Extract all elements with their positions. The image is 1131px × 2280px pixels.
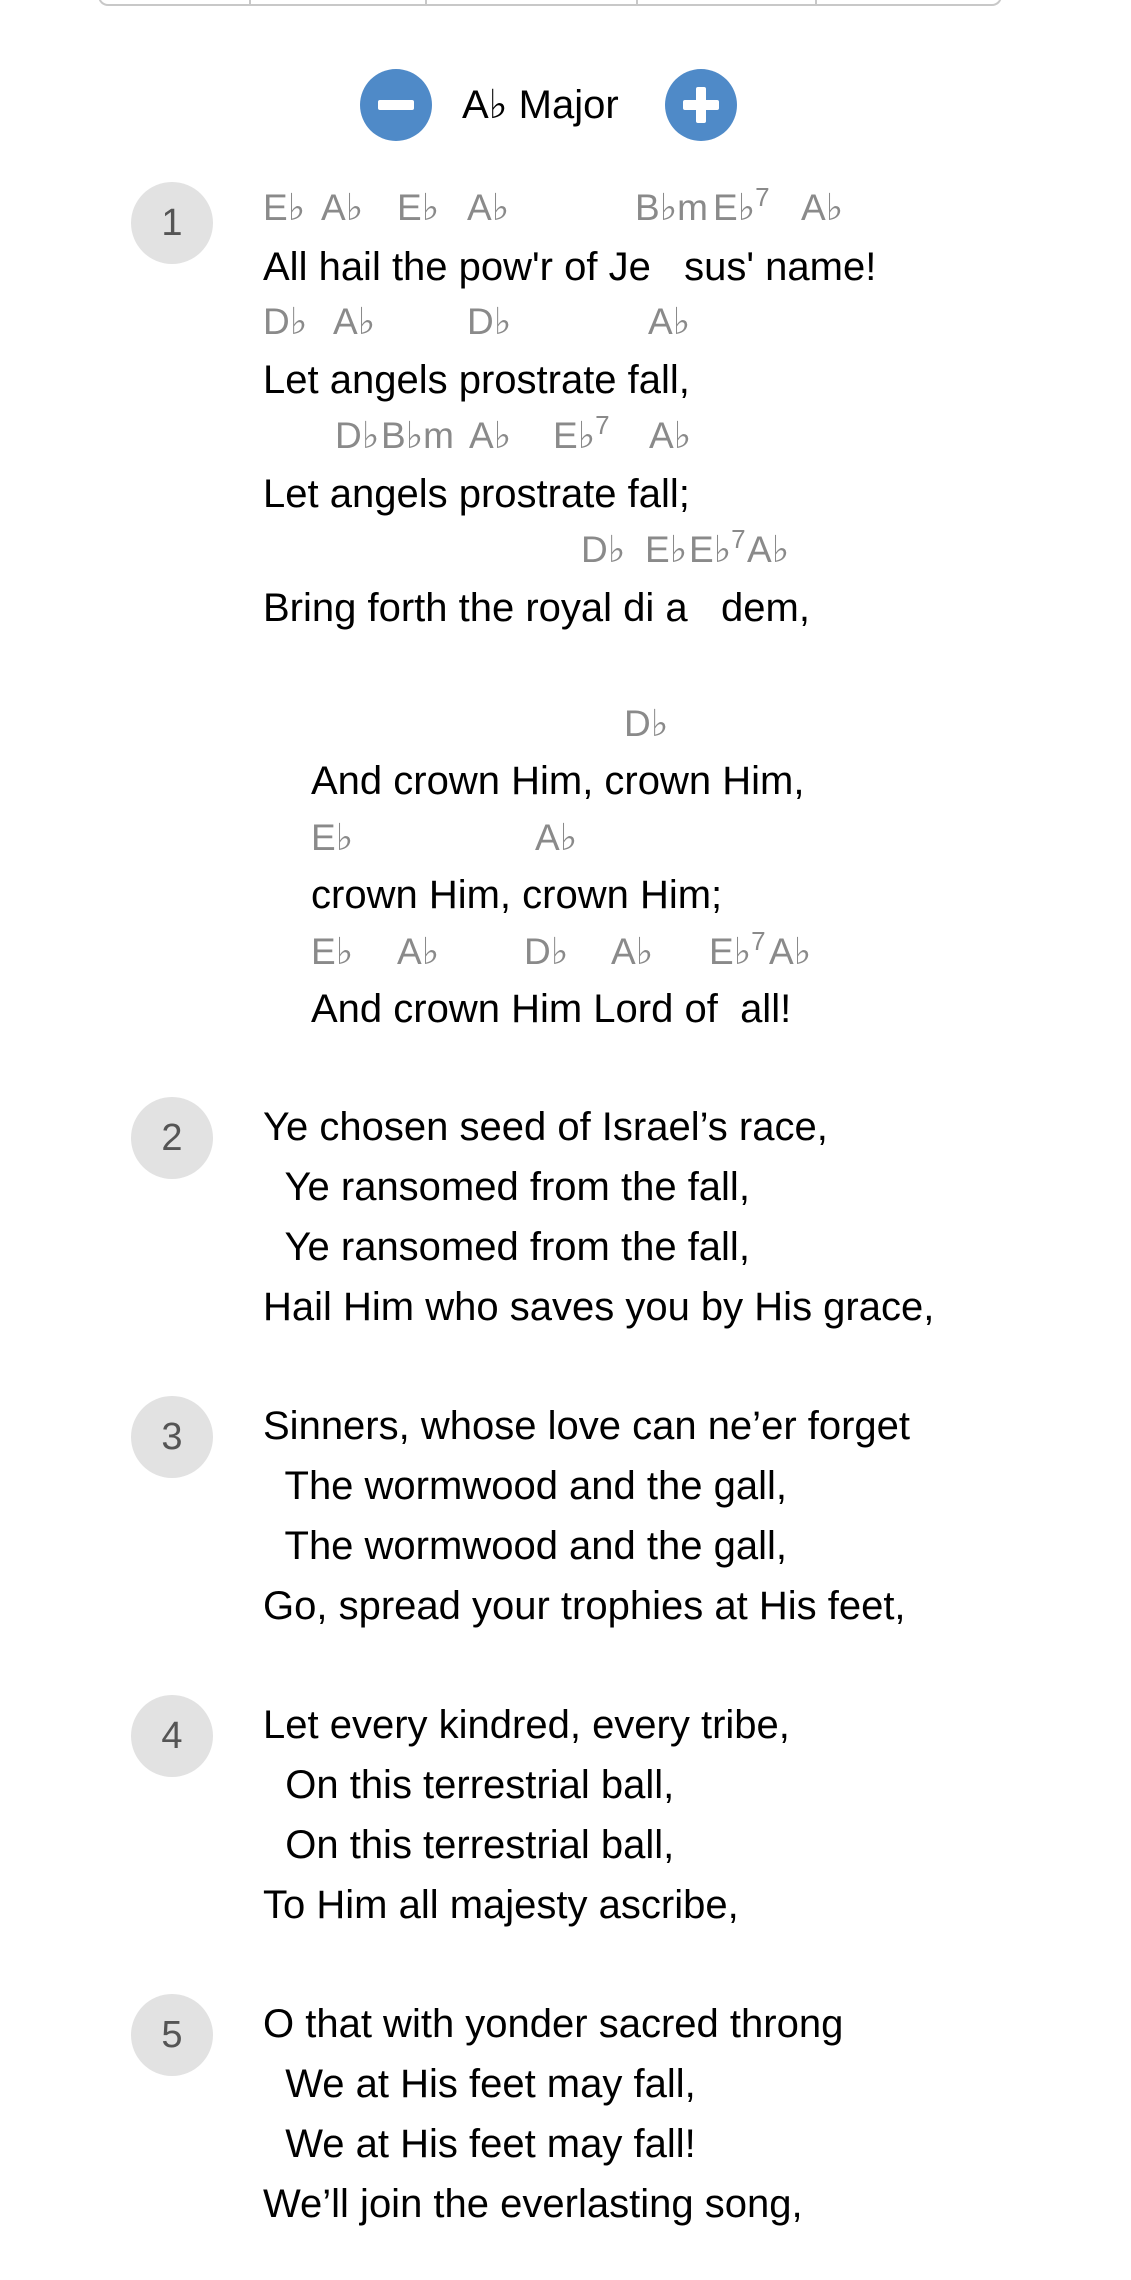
- lyric-line: We at His feet may fall!: [263, 2122, 696, 2166]
- chord: A♭: [469, 415, 512, 456]
- chord: A♭: [769, 931, 812, 972]
- verse-number-badge: 5: [131, 1994, 213, 2076]
- chord: A♭: [648, 301, 691, 342]
- chord: E♭$^7$: [689, 524, 746, 570]
- lyric-line: Go, spread your trophies at His feet,: [263, 1584, 906, 1628]
- verse-number-badge: 4: [131, 1695, 213, 1777]
- chord-line: [263, 410, 863, 464]
- chord: E♭$^7$: [553, 410, 610, 456]
- lyric-line: On this terrestrial ball,: [263, 1823, 675, 1867]
- key-label: A♭ Major: [462, 83, 619, 127]
- lyric-line: And crown Him Lord of all!: [311, 987, 792, 1031]
- chord: D♭: [524, 931, 569, 972]
- lyric-line: Let every kindred, every tribe,: [263, 1703, 790, 1747]
- chord-line: [263, 524, 863, 578]
- transpose-up-button[interactable]: [665, 69, 737, 141]
- chord: B♭m: [635, 187, 708, 228]
- chord: D♭: [624, 703, 669, 744]
- chord: B♭m: [381, 415, 454, 456]
- lyric-line: crown Him, crown Him;: [311, 873, 723, 917]
- lyric-line: Bring forth the royal di a dem,: [263, 586, 810, 630]
- lyric-line: Ye ransomed from the fall,: [263, 1225, 750, 1269]
- chord: D♭: [335, 415, 380, 456]
- chord: A♭: [535, 817, 578, 858]
- lyric-line: All hail the pow'r of Je sus' name!: [263, 245, 877, 289]
- top-segmented-control[interactable]: [98, 0, 1002, 6]
- chord: D♭: [263, 301, 308, 342]
- lyric-line: The wormwood and the gall,: [263, 1464, 788, 1508]
- lyric-line: We’ll join the everlasting song,: [263, 2182, 803, 2226]
- chord: E♭: [645, 529, 688, 570]
- lyric-line: Ye chosen seed of Israel’s race,: [263, 1105, 828, 1149]
- chord: A♭: [467, 187, 510, 228]
- chord: E♭: [311, 817, 354, 858]
- chord: E♭: [263, 187, 306, 228]
- segment[interactable]: [638, 0, 817, 4]
- chord: A♭: [649, 415, 692, 456]
- lyric-line: To Him all majesty ascribe,: [263, 1883, 739, 1927]
- chord: A♭: [321, 187, 364, 228]
- lyric-line: Let angels prostrate fall;: [263, 472, 690, 516]
- lyric-line: Sinners, whose love can ne’er forget: [263, 1404, 911, 1448]
- chord-line: [263, 182, 863, 236]
- segment[interactable]: [100, 0, 251, 4]
- chord-line: [263, 300, 863, 350]
- segment[interactable]: [427, 0, 638, 4]
- verse-number-badge: 1: [131, 182, 213, 264]
- chord-line: [311, 816, 911, 866]
- verse-number-badge: 2: [131, 1097, 213, 1179]
- verse-number-badge: 3: [131, 1396, 213, 1478]
- lyric-line: Hail Him who saves you by His grace,: [263, 1285, 935, 1329]
- chord-line: [311, 702, 911, 752]
- lyric-line: On this terrestrial ball,: [263, 1763, 675, 1807]
- chord: A♭: [747, 529, 790, 570]
- lyric-line: O that with yonder sacred throng: [263, 2002, 844, 2046]
- chord: E♭$^7$: [713, 182, 770, 228]
- transpose-down-button[interactable]: [360, 69, 432, 141]
- chord: E♭: [311, 931, 354, 972]
- lyric-line: We at His feet may fall,: [263, 2062, 696, 2106]
- lyric-line: The wormwood and the gall,: [263, 1524, 788, 1568]
- segment[interactable]: [817, 0, 1000, 4]
- chord: E♭: [397, 187, 440, 228]
- chord: A♭: [801, 187, 844, 228]
- lyric-line: Ye ransomed from the fall,: [263, 1165, 750, 1209]
- lyric-line: Let angels prostrate fall,: [263, 358, 690, 402]
- chord-line: [311, 926, 911, 980]
- segment[interactable]: [251, 0, 426, 4]
- chord: D♭: [581, 529, 626, 570]
- lyric-line: And crown Him, crown Him,: [311, 759, 805, 803]
- chord: A♭: [397, 931, 440, 972]
- chord: A♭: [611, 931, 654, 972]
- chord: A♭: [333, 301, 376, 342]
- chord: E♭$^7$: [709, 926, 766, 972]
- key-selector: [0, 69, 1131, 141]
- chord: D♭: [467, 301, 512, 342]
